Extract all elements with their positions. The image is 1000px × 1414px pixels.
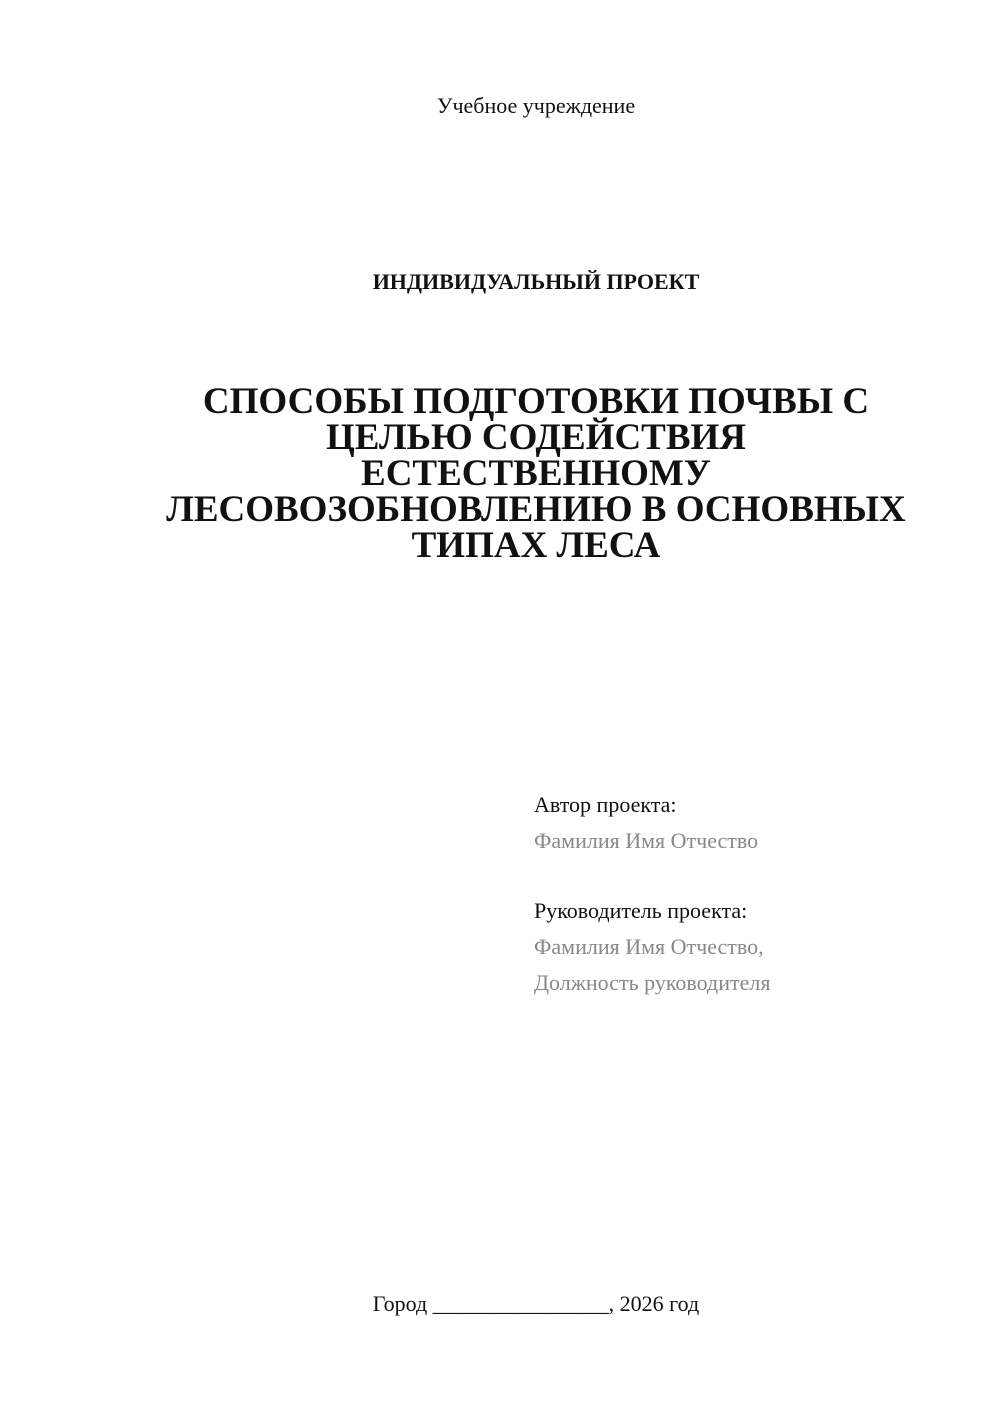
project-title-line: ТИПАХ ЛЕСА bbox=[411, 525, 661, 566]
institution-name: Учебное учреждение bbox=[436, 93, 636, 118]
supervisor-block bbox=[534, 893, 954, 1001]
city-year-line: Город ________________, 2026 год bbox=[372, 1291, 700, 1316]
author-name: Фамилия Имя Отчество bbox=[534, 828, 759, 853]
supervisor-position: Должность руководителя bbox=[534, 970, 771, 995]
author-block bbox=[534, 787, 954, 859]
supervisor-name: Фамилия Имя Отчество, bbox=[534, 934, 764, 959]
project-title-line: ЛЕСОВОЗОБНОВЛЕНИЮ В ОСНОВНЫХ bbox=[166, 489, 906, 530]
supervisor-label: Руководитель проекта: bbox=[534, 898, 748, 923]
project-title-line: СПОСОБЫ ПОДГОТОВКИ ПОЧВЫ С bbox=[202, 381, 870, 422]
project-title bbox=[100, 381, 972, 566]
document-type: ИНДИВИДУАЛЬНЫЙ ПРОЕКТ bbox=[372, 269, 700, 294]
author-label: Автор проекта: bbox=[534, 792, 677, 817]
project-title-line: ЦЕЛЬЮ СОДЕЙСТВИЯ bbox=[325, 417, 747, 458]
project-title-line: ЕСТЕСТВЕННОМУ bbox=[361, 453, 711, 494]
